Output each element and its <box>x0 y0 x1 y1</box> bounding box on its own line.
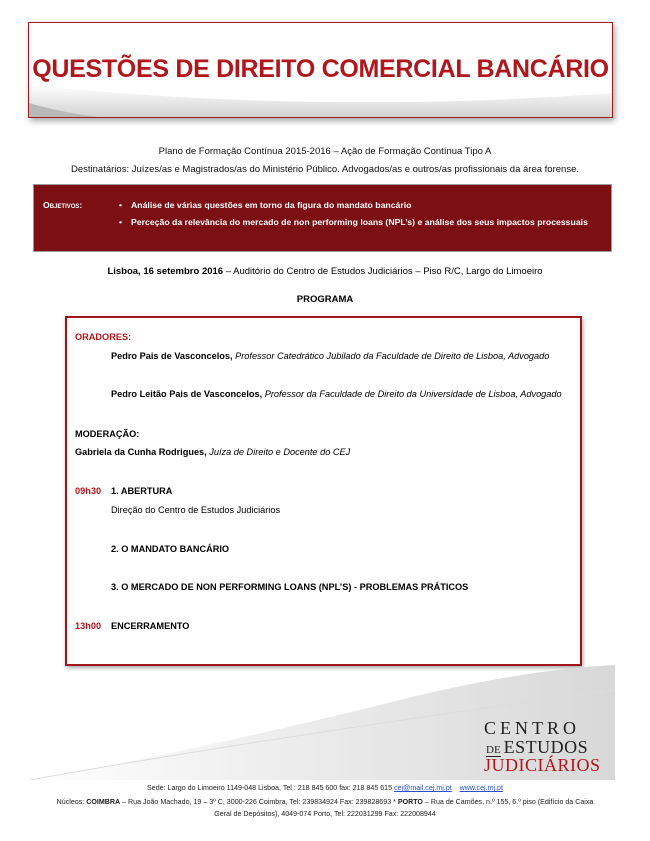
programa-heading: PROGRAMA <box>296 294 354 305</box>
footer-nucleos-line: Núcleos: COIMBRA – Rua João Machado, 19 – 3º C, 3000-226 Coimbra, Tel: 239834924 Fax: 239828693 * PORTO – Rua de Camões, n.º 155, 6.º piso (Edifício da Caixa <box>56 798 594 806</box>
speaker-entry <box>111 351 549 361</box>
event-date: Lisboa, 16 setembro 2016 <box>107 266 224 277</box>
page-title: QUESTÕES DE DIREITO COMERCIAL BANCÁRIO <box>32 55 609 83</box>
bullet-icon: • <box>119 200 123 210</box>
venue-line <box>0 266 650 277</box>
speaker-role: Professor Catedrático Jubilado da Faculdade de Direito de Lisboa, Advogado <box>232 351 550 361</box>
objectives-box <box>33 184 612 252</box>
session-time: 09h30 <box>75 486 102 496</box>
logo-line-centro: CENTRO <box>484 718 580 738</box>
email-link[interactable]: cej@mail.cej.mj.pt <box>394 784 452 792</box>
session-title: 3. O MERCADO DE NON PERFORMING LOANS (NPL’S) - PROBLEMAS PRÁTICOS <box>111 582 469 592</box>
bullet-icon: • <box>119 217 123 227</box>
objective-item: • Análise de várias questões em torno da figura do mandato bancário <box>119 200 412 210</box>
speaker-name: Pedro Leitão Pais de Vasconcelos, <box>111 389 263 399</box>
footer-address-line: Sede: Largo do Limoeiro 1149-048 Lisboa, Tel : 218 845 600 fax: 218 845 615 cej@mail.cej.mj.pt www.cej.mj.pt <box>147 784 503 792</box>
speaker-name: Pedro Pais de Vasconcelos, <box>111 351 233 361</box>
speakers-label: ORADORES: <box>75 332 132 342</box>
objective-item: • Perceção da relevância do mercado de non performing loans (NPL’s) e análise dos seus impactos processuais <box>119 217 588 227</box>
objectives-label: Objetivos: <box>43 200 83 210</box>
moderator-role: Juíza de Direito e Docente do CEJ <box>206 447 351 457</box>
footer-porto-line: Geral de Depósitos), 4049-074 Porto, Tel: 222031299 Fax: 222008944 <box>214 810 436 818</box>
logo-line-judiciarios: JUDICIÁRIOS <box>484 755 601 775</box>
event-place: – Auditório do Centro de Estudos Judiciários – Piso R/C, Largo do Limoeiro <box>223 266 543 277</box>
program-box <box>65 316 582 666</box>
logo-de: DE <box>486 744 501 756</box>
moderation-label: MODERAÇÃO: <box>75 429 140 439</box>
session-title: 1. ABERTURA <box>111 486 173 496</box>
recipients-line: Destinatários: Juízes/as e Magistrados/as do Ministério Público. Advogados/as e outros/as profissionais da área forense. <box>71 164 579 175</box>
speaker-role: Professor da Faculdade de Direito da Universidade de Lisboa, Advogado <box>262 389 562 399</box>
plan-line: Plano de Formação Contínua 2015-2016 – Ação de Formação Contínua Tipo A <box>158 146 492 157</box>
title-banner <box>28 22 613 118</box>
cej-logo <box>480 718 600 778</box>
session-time: 13h00 <box>75 621 102 631</box>
moderator-entry <box>75 447 350 457</box>
logo-line-estudos: DE ESTUDOS <box>486 737 589 757</box>
speaker-entry <box>111 389 562 399</box>
session-detail: Direção do Centro de Estudos Judiciários <box>111 505 281 515</box>
moderator-name: Gabriela da Cunha Rodrigues, <box>75 447 207 457</box>
website-link[interactable]: www.cej.mj.pt <box>459 784 503 792</box>
session-title: 2. O MANDATO BANCÁRIO <box>111 544 230 554</box>
session-title: ENCERRAMENTO <box>111 621 190 631</box>
